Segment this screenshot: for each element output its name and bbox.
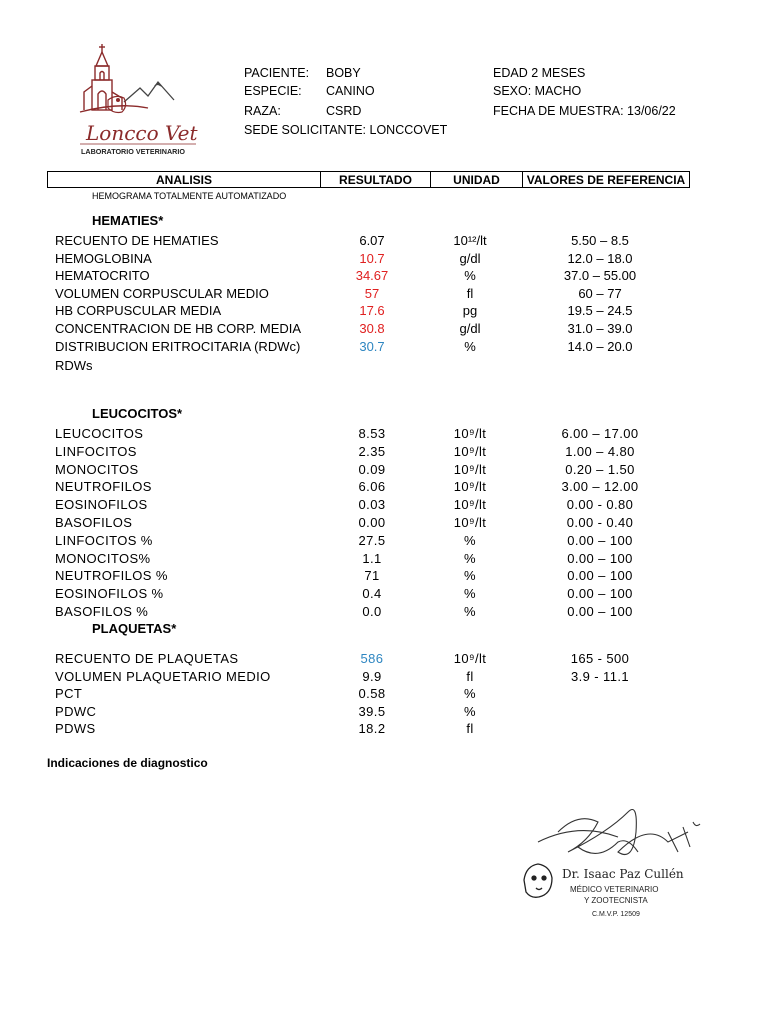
result-row <box>0 669 768 687</box>
result-value: 10.7 <box>359 250 385 266</box>
hemograma-subtitle: HEMOGRAMA TOTALMENTE AUTOMATIZADO <box>92 191 287 201</box>
result-value: 9.9 <box>362 668 382 684</box>
result-value: 0.09 <box>358 461 386 477</box>
unit: 10⁹/lt <box>453 497 487 513</box>
analysis-name: RECUENTO DE PLAQUETAS <box>55 651 239 666</box>
analysis-name: DISTRIBUCION ERITROCITARIA (RDWc) <box>55 338 301 354</box>
sexo: SEXO: MACHO <box>493 84 582 98</box>
unit: % <box>464 586 476 602</box>
reference-range: 0.00 – 100 <box>567 532 633 548</box>
result-value: 34.67 <box>355 268 389 284</box>
analysis-name: MONOCITOS% <box>55 550 151 566</box>
result-row <box>0 251 768 269</box>
unit: % <box>464 703 476 719</box>
result-row <box>0 721 768 739</box>
indicaciones-diagnostico: Indicaciones de diagnostico <box>47 756 208 770</box>
unit: 10⁹/lt <box>453 479 487 495</box>
result-value: 586 <box>360 651 384 666</box>
reference-range: 12.0 – 18.0 <box>567 250 633 266</box>
reference-range: 3.00 – 12.00 <box>561 479 639 495</box>
result-row <box>0 533 768 551</box>
result-value: 8.53 <box>358 426 386 441</box>
analysis-name: VOLUMEN CORPUSCULAR MEDIO <box>55 285 269 301</box>
section-plaquetas: PLAQUETAS* <box>92 621 177 636</box>
unit: fl <box>466 285 474 301</box>
unit: % <box>464 338 476 354</box>
reference-range: 0.00 – 100 <box>567 568 633 584</box>
logo-subtitle: LABORATORIO VETERINARIO <box>81 147 185 156</box>
result-value: 0.58 <box>358 686 386 702</box>
result-value: 0.0 <box>362 604 382 619</box>
analysis-name: EOSINOFILOS <box>55 497 148 513</box>
signature-title-1: MÉDICO VETERINARIO <box>570 885 659 894</box>
paciente-label: PACIENTE: <box>244 66 310 80</box>
result-value: 2.35 <box>358 443 386 459</box>
result-row <box>0 426 768 444</box>
unit: 10⁹/lt <box>453 461 487 477</box>
result-value: 6.07 <box>359 233 385 248</box>
result-value: 0.00 <box>358 515 386 530</box>
result-value: 30.7 <box>359 338 385 354</box>
reference-range: 60 – 77 <box>578 285 622 301</box>
result-value: 30.8 <box>359 321 385 336</box>
reference-range: 1.00 – 4.80 <box>565 443 635 459</box>
reference-range: 31.0 – 39.0 <box>567 321 633 336</box>
fecha-muestra: FECHA DE MUESTRA: 13/06/22 <box>493 104 676 118</box>
analysis-name: HEMOGLOBINA <box>55 250 152 266</box>
analysis-name: VOLUMEN PLAQUETARIO MEDIO <box>55 668 271 684</box>
result-value: 1.1 <box>362 550 382 566</box>
result-value: 0.03 <box>358 497 386 513</box>
result-row <box>0 303 768 321</box>
analysis-name: CONCENTRACION DE HB CORP. MEDIA <box>55 321 302 336</box>
result-row <box>0 551 768 569</box>
analysis-name: PDWS <box>55 721 96 737</box>
reference-range: 0.20 – 1.50 <box>565 461 635 477</box>
analysis-name: HB CORPUSCULAR MEDIA <box>55 303 222 319</box>
section-leucocitos: LEUCOCITOS* <box>92 406 183 421</box>
unit: % <box>464 268 476 284</box>
result-row <box>0 268 768 286</box>
col-resultado: RESULTADO <box>320 172 430 187</box>
unit: % <box>464 532 476 548</box>
analysis-name: LEUCOCITOS <box>55 426 144 441</box>
result-value: 18.2 <box>358 721 386 737</box>
unit: 10⁹/lt <box>453 515 487 530</box>
reference-range: 37.0 – 55.00 <box>563 268 637 284</box>
result-row <box>0 604 768 622</box>
analysis-name: NEUTROFILOS % <box>55 568 168 584</box>
result-row <box>0 321 768 339</box>
unit: g/dl <box>459 321 481 336</box>
unit: g/dl <box>459 250 481 266</box>
result-row <box>0 497 768 515</box>
unit: pg <box>462 303 478 319</box>
especie-value: CANINO <box>326 84 375 98</box>
reference-range: 0.00 – 100 <box>567 550 633 566</box>
result-value: 17.6 <box>359 303 385 319</box>
col-analisis: ANALISIS <box>155 172 212 187</box>
unit: % <box>464 686 476 702</box>
sede-solicitante: SEDE SOLICITANTE: LONCCOVET <box>244 123 448 137</box>
result-row <box>0 568 768 586</box>
unit: 10⁹/lt <box>453 443 487 459</box>
result-row <box>0 704 768 722</box>
analysis-name: LINFOCITOS <box>55 443 137 459</box>
signature-title-2: Y ZOOTECNISTA <box>584 896 648 905</box>
result-row <box>0 515 768 533</box>
reference-range: 5.50 – 8.5 <box>571 233 629 248</box>
rdws-label: RDWs <box>55 358 93 373</box>
analysis-name: BASOFILOS <box>55 515 133 530</box>
result-row <box>0 444 768 462</box>
doctor-signature-stamp <box>518 792 718 922</box>
reference-range: 0.00 – 100 <box>567 604 633 619</box>
col-unidad: UNIDAD <box>430 172 522 187</box>
result-value: 57 <box>364 285 380 301</box>
analysis-name: LINFOCITOS % <box>55 532 153 548</box>
result-row <box>0 462 768 480</box>
analysis-name: HEMATOCRITO <box>55 268 150 284</box>
result-row <box>0 651 768 669</box>
result-value: 71 <box>364 568 380 584</box>
reference-range: 0.00 - 0.80 <box>566 497 634 513</box>
analysis-name: MONOCITOS <box>55 461 139 477</box>
unit: % <box>464 550 476 566</box>
reference-range: 14.0 – 20.0 <box>567 338 633 354</box>
unit: 10⁹/lt <box>453 651 487 666</box>
unit: 10⁹/lt <box>453 426 487 441</box>
raza-value: CSRD <box>326 104 362 118</box>
unit: % <box>464 568 476 584</box>
col-valores-referencia: VALORES DE REFERENCIA <box>522 172 689 187</box>
analysis-name: EOSINOFILOS % <box>55 586 164 602</box>
unit: fl <box>466 668 474 684</box>
result-value: 0.4 <box>362 586 382 602</box>
unit: % <box>464 604 476 619</box>
logo-brand-text: Loncco Vet <box>86 121 198 145</box>
reference-range: 165 - 500 <box>570 651 630 666</box>
unit: 10¹²/lt <box>453 233 487 248</box>
result-row <box>0 586 768 604</box>
reference-range: 3.9 - 11.1 <box>571 668 629 684</box>
lab-logo <box>78 42 202 158</box>
signature-cmvp: C.M.V.P. 12509 <box>592 911 640 918</box>
reference-range: 0.00 - 0.40 <box>566 515 634 530</box>
result-row <box>0 233 768 251</box>
result-row <box>0 286 768 304</box>
analysis-name: PDWC <box>55 703 97 719</box>
result-row <box>0 339 768 357</box>
analysis-name: BASOFILOS % <box>55 604 149 619</box>
results-table-header <box>47 171 690 188</box>
result-row <box>0 479 768 497</box>
unit: fl <box>466 721 474 737</box>
reference-range: 19.5 – 24.5 <box>567 303 633 319</box>
result-value: 6.06 <box>358 479 386 495</box>
analysis-name: NEUTROFILOS <box>55 479 152 495</box>
edad: EDAD 2 MESES <box>493 66 586 80</box>
reference-range: 0.00 – 100 <box>567 586 633 602</box>
reference-range: 6.00 – 17.00 <box>561 426 639 441</box>
analysis-name: PCT <box>55 686 83 702</box>
result-row <box>0 686 768 704</box>
raza-label: RAZA: <box>244 104 281 118</box>
section-hematies: HEMATIES* <box>92 213 164 228</box>
especie-label: ESPECIE: <box>244 84 302 98</box>
signature-name: Dr. Isaac Paz Cullén <box>562 867 684 881</box>
analysis-name: RECUENTO DE HEMATIES <box>55 233 219 248</box>
result-value: 27.5 <box>358 532 386 548</box>
paciente-value: BOBY <box>326 66 361 80</box>
result-value: 39.5 <box>358 703 386 719</box>
